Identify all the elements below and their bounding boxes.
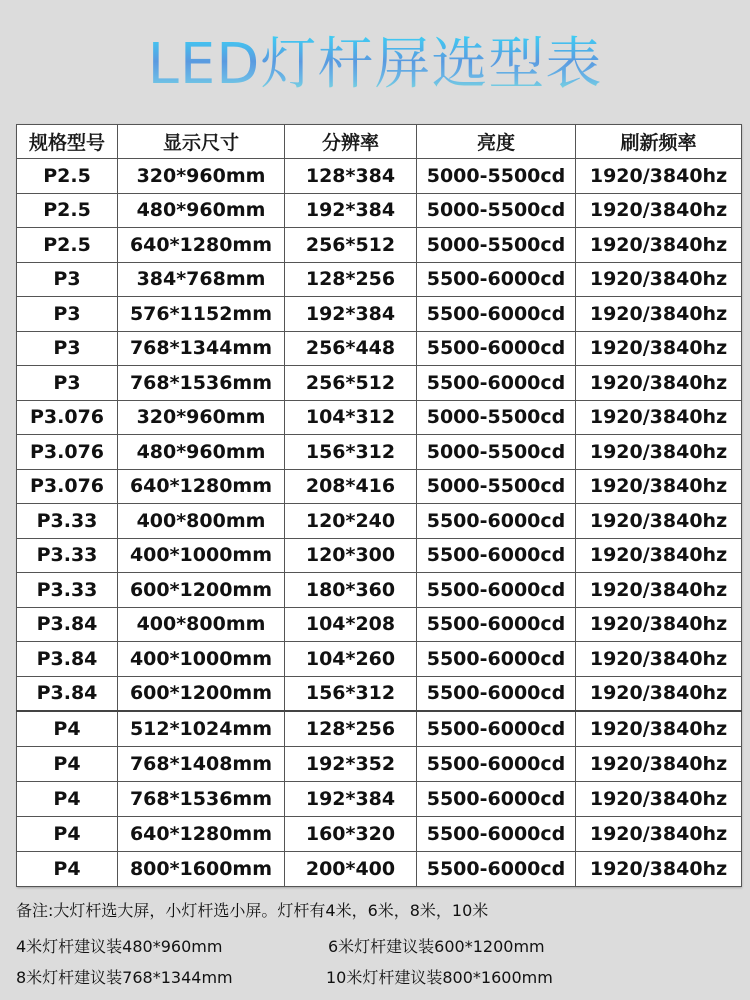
cell-resolution: 104*208	[285, 607, 417, 642]
cell-model: P3.076	[17, 400, 118, 435]
cell-model: P3.33	[17, 573, 118, 608]
cell-model: P3	[17, 331, 118, 366]
table-row	[17, 435, 742, 470]
table-row	[17, 331, 742, 366]
cell-brightness: 5500-6000cd	[417, 504, 576, 539]
cell-model: P3.84	[17, 642, 118, 677]
cell-brightness: 5500-6000cd	[417, 642, 576, 677]
table-row	[17, 817, 742, 852]
cell-brightness: 5000-5500cd	[417, 193, 576, 228]
cell-resolution: 128*256	[285, 262, 417, 297]
table-row	[17, 504, 742, 539]
cell-resolution: 128*384	[285, 159, 417, 194]
cell-display-size: 480*960mm	[118, 435, 285, 470]
table-row	[17, 400, 742, 435]
cell-refresh-rate: 1920/3840hz	[576, 607, 742, 642]
cell-refresh-rate: 1920/3840hz	[576, 504, 742, 539]
cell-brightness: 5500-6000cd	[417, 538, 576, 573]
cell-model: P3	[17, 262, 118, 297]
cell-display-size: 640*1280mm	[118, 228, 285, 263]
cell-refresh-rate: 1920/3840hz	[576, 782, 742, 817]
table-row	[17, 747, 742, 782]
cell-refresh-rate: 1920/3840hz	[576, 297, 742, 332]
cell-display-size: 800*1600mm	[118, 852, 285, 887]
cell-brightness: 5000-5500cd	[417, 159, 576, 194]
cell-resolution: 200*400	[285, 852, 417, 887]
suggestion-6m: 6米灯杆建议装600*1200mm	[328, 937, 545, 956]
remark-text: 备注:大灯杆选大屏，小灯杆选小屏。灯杆有4米，6米，8米，10米	[16, 901, 489, 920]
cell-display-size: 640*1280mm	[118, 817, 285, 852]
cell-model: P3.33	[17, 538, 118, 573]
cell-display-size: 384*768mm	[118, 262, 285, 297]
cell-model: P4	[17, 817, 118, 852]
suggestion-8m: 8米灯杆建议装768*1344mm	[16, 968, 233, 987]
suggestion-10m: 10米灯杆建议装800*1600mm	[326, 968, 553, 987]
cell-display-size: 768*1536mm	[118, 782, 285, 817]
cell-refresh-rate: 1920/3840hz	[576, 538, 742, 573]
cell-resolution: 180*360	[285, 573, 417, 608]
cell-display-size: 640*1280mm	[118, 469, 285, 504]
cell-resolution: 192*384	[285, 297, 417, 332]
cell-model: P4	[17, 711, 118, 747]
cell-display-size: 400*800mm	[118, 607, 285, 642]
table-header-row	[17, 125, 742, 159]
cell-resolution: 192*384	[285, 782, 417, 817]
cell-refresh-rate: 1920/3840hz	[576, 711, 742, 747]
cell-brightness: 5500-6000cd	[417, 676, 576, 711]
cell-refresh-rate: 1920/3840hz	[576, 469, 742, 504]
cell-display-size: 768*1536mm	[118, 366, 285, 401]
cell-model: P3	[17, 297, 118, 332]
table-row	[17, 366, 742, 401]
cell-brightness: 5500-6000cd	[417, 747, 576, 782]
suggestion-4m: 4米灯杆建议装480*960mm	[16, 937, 223, 956]
cell-refresh-rate: 1920/3840hz	[576, 366, 742, 401]
table-row	[17, 711, 742, 747]
cell-resolution: 104*312	[285, 400, 417, 435]
header-resolution: 分辨率	[285, 125, 417, 159]
cell-display-size: 600*1200mm	[118, 573, 285, 608]
cell-model: P3.84	[17, 607, 118, 642]
cell-model: P2.5	[17, 228, 118, 263]
cell-display-size: 480*960mm	[118, 193, 285, 228]
cell-display-size: 600*1200mm	[118, 676, 285, 711]
table-row	[17, 573, 742, 608]
cell-refresh-rate: 1920/3840hz	[576, 642, 742, 677]
table-row	[17, 782, 742, 817]
cell-display-size: 400*800mm	[118, 504, 285, 539]
cell-resolution: 156*312	[285, 435, 417, 470]
table-row	[17, 676, 742, 711]
cell-model: P3.33	[17, 504, 118, 539]
page-title: LED灯杆屏选型表	[0, 30, 750, 100]
cell-display-size: 320*960mm	[118, 400, 285, 435]
spec-table	[16, 124, 742, 887]
cell-display-size: 576*1152mm	[118, 297, 285, 332]
cell-brightness: 5500-6000cd	[417, 852, 576, 887]
cell-refresh-rate: 1920/3840hz	[576, 331, 742, 366]
spec-table-container	[16, 124, 741, 887]
table-row	[17, 852, 742, 887]
table-row	[17, 228, 742, 263]
cell-refresh-rate: 1920/3840hz	[576, 852, 742, 887]
table-row	[17, 193, 742, 228]
cell-brightness: 5000-5500cd	[417, 469, 576, 504]
cell-refresh-rate: 1920/3840hz	[576, 193, 742, 228]
table-row	[17, 607, 742, 642]
table-row	[17, 297, 742, 332]
cell-brightness: 5500-6000cd	[417, 782, 576, 817]
header-refresh-rate: 刷新频率	[576, 125, 742, 159]
table-row	[17, 159, 742, 194]
cell-model: P4	[17, 782, 118, 817]
table-row	[17, 262, 742, 297]
cell-model: P3.84	[17, 676, 118, 711]
cell-resolution: 120*240	[285, 504, 417, 539]
cell-resolution: 208*416	[285, 469, 417, 504]
cell-resolution: 156*312	[285, 676, 417, 711]
cell-brightness: 5500-6000cd	[417, 573, 576, 608]
cell-refresh-rate: 1920/3840hz	[576, 228, 742, 263]
cell-brightness: 5500-6000cd	[417, 817, 576, 852]
cell-model: P4	[17, 747, 118, 782]
cell-brightness: 5000-5500cd	[417, 435, 576, 470]
cell-resolution: 192*352	[285, 747, 417, 782]
cell-model: P3.076	[17, 469, 118, 504]
cell-model: P2.5	[17, 193, 118, 228]
cell-brightness: 5500-6000cd	[417, 297, 576, 332]
cell-refresh-rate: 1920/3840hz	[576, 400, 742, 435]
cell-brightness: 5500-6000cd	[417, 366, 576, 401]
cell-refresh-rate: 1920/3840hz	[576, 817, 742, 852]
cell-resolution: 256*448	[285, 331, 417, 366]
header-model: 规格型号	[17, 125, 118, 159]
cell-resolution: 192*384	[285, 193, 417, 228]
cell-resolution: 120*300	[285, 538, 417, 573]
cell-refresh-rate: 1920/3840hz	[576, 435, 742, 470]
cell-brightness: 5500-6000cd	[417, 711, 576, 747]
cell-brightness: 5500-6000cd	[417, 607, 576, 642]
table-row	[17, 538, 742, 573]
cell-display-size: 512*1024mm	[118, 711, 285, 747]
cell-model: P4	[17, 852, 118, 887]
cell-resolution: 256*512	[285, 366, 417, 401]
table-row	[17, 469, 742, 504]
cell-resolution: 104*260	[285, 642, 417, 677]
cell-refresh-rate: 1920/3840hz	[576, 573, 742, 608]
cell-model: P2.5	[17, 159, 118, 194]
cell-display-size: 400*1000mm	[118, 642, 285, 677]
cell-brightness: 5000-5500cd	[417, 400, 576, 435]
cell-resolution: 160*320	[285, 817, 417, 852]
cell-brightness: 5500-6000cd	[417, 262, 576, 297]
cell-refresh-rate: 1920/3840hz	[576, 747, 742, 782]
cell-resolution: 128*256	[285, 711, 417, 747]
cell-brightness: 5500-6000cd	[417, 331, 576, 366]
header-brightness: 亮度	[417, 125, 576, 159]
cell-display-size: 400*1000mm	[118, 538, 285, 573]
cell-display-size: 768*1344mm	[118, 331, 285, 366]
cell-display-size: 320*960mm	[118, 159, 285, 194]
cell-refresh-rate: 1920/3840hz	[576, 262, 742, 297]
cell-brightness: 5000-5500cd	[417, 228, 576, 263]
cell-model: P3.076	[17, 435, 118, 470]
cell-display-size: 768*1408mm	[118, 747, 285, 782]
cell-model: P3	[17, 366, 118, 401]
header-display-size: 显示尺寸	[118, 125, 285, 159]
cell-refresh-rate: 1920/3840hz	[576, 159, 742, 194]
cell-refresh-rate: 1920/3840hz	[576, 676, 742, 711]
table-body	[17, 159, 742, 887]
cell-resolution: 256*512	[285, 228, 417, 263]
table-row	[17, 642, 742, 677]
